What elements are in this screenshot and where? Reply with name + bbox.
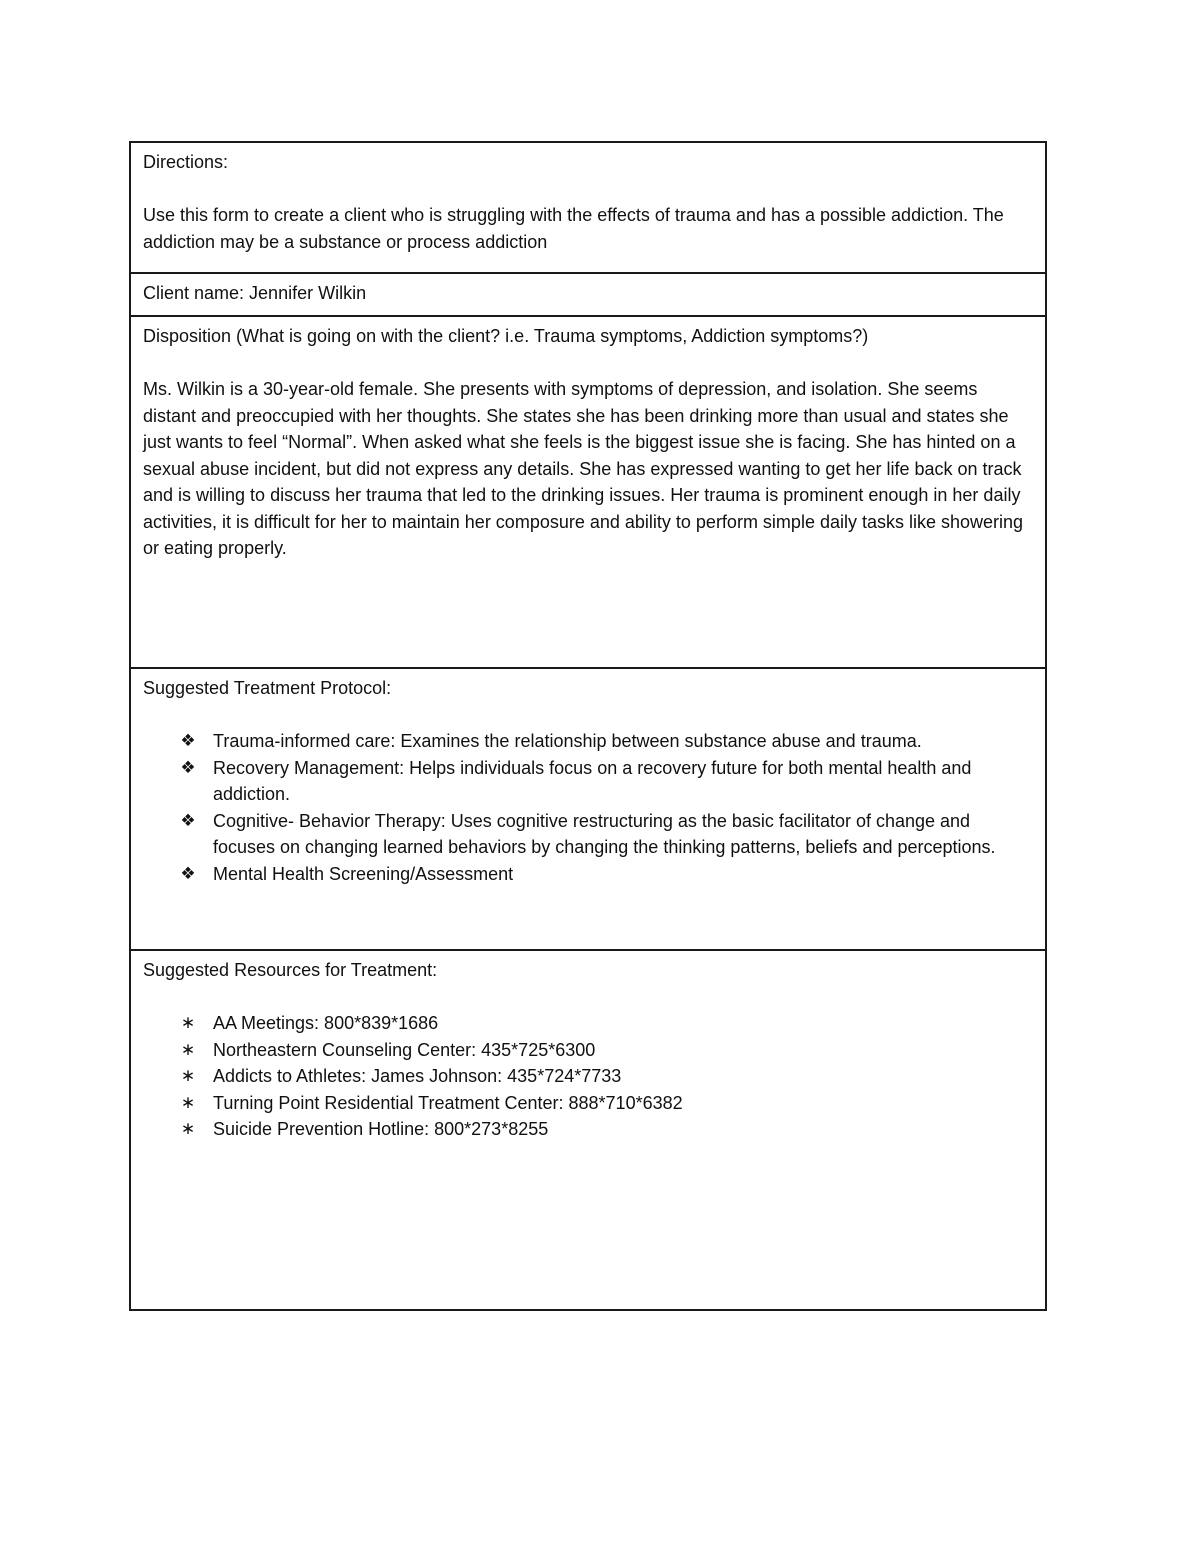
protocol-item-text: Recovery Management: Helps individuals focus on a recovery future for both mental health and addiction. — [213, 757, 972, 804]
protocol-heading: Suggested Treatment Protocol: — [143, 678, 392, 698]
asterisk-bullet-icon: ∗ — [180, 1013, 196, 1033]
disposition-section — [131, 317, 1045, 669]
treatment-resources-section — [131, 951, 1045, 1309]
list-item — [176, 808, 1033, 861]
list-item — [176, 1037, 1033, 1064]
resources-list — [143, 1010, 1033, 1143]
disposition-text: Ms. Wilkin is a 30-year-old female. She presents with symptoms of depression, and isolation. She seems distant and preoccupied with her thoughts. She states she has been drinking more than usual and states she just wants to feel “Normal”. When asked what she feels is the biggest issue she is facing. She has hinted on a sexual abuse incident, but did not express any details. She has expressed wanting to get her life back on track and is willing to discuss her trauma that led to the drinking issues. Her trauma is prominent enough in her daily activities, it is difficult for her to maintain her composure and ability to perform simple daily tasks like showering or eating properly. — [143, 379, 1024, 558]
diamond-bullet-icon: ❖ — [180, 810, 196, 831]
directions-section — [131, 143, 1045, 274]
asterisk-bullet-icon: ∗ — [180, 1039, 196, 1060]
diamond-bullet-icon: ❖ — [180, 863, 196, 884]
list-item — [176, 1116, 1033, 1143]
client-name: Client name: Jennifer Wilkin — [143, 283, 367, 303]
diamond-bullet-icon: ❖ — [180, 731, 196, 751]
list-item — [176, 728, 1033, 755]
list-item — [176, 861, 1033, 888]
protocol-item-text: Trauma-informed care: Examines the relationship between substance abuse and trauma. — [213, 731, 922, 751]
list-item — [176, 1010, 1033, 1037]
resource-item-text: AA Meetings: 800*839*1686 — [213, 1013, 439, 1033]
resources-heading: Suggested Resources for Treatment: — [143, 960, 438, 980]
disposition-heading: Disposition (What is going on with the client? i.e. Trauma symptoms, Addiction symptoms?) — [143, 326, 869, 346]
client-name-section — [131, 274, 1045, 317]
directions-text: Use this form to create a client who is struggling with the effects of trauma and has a possible addiction. The addiction may be a substance or process addiction — [143, 205, 1004, 252]
list-item — [176, 755, 1033, 808]
asterisk-bullet-icon: ∗ — [180, 1119, 196, 1139]
treatment-protocol-section — [131, 669, 1045, 951]
directions-heading: Directions: — [143, 152, 229, 172]
asterisk-bullet-icon: ∗ — [180, 1066, 196, 1086]
resource-item-text: Turning Point Residential Treatment Center: 888*710*6382 — [213, 1092, 683, 1113]
protocol-item-text: Cognitive- Behavior Therapy: Uses cognitive restructuring as the basic facilitator of change and focuses on changing learned behaviors by changing the thinking patterns, beliefs and perceptions. — [213, 810, 996, 857]
client-form-table — [129, 141, 1047, 1311]
resource-item-text: Suicide Prevention Hotline: 800*273*8255 — [213, 1119, 549, 1139]
protocol-list — [143, 728, 1033, 887]
resource-item-text: Addicts to Athletes: James Johnson: 435*724*7733 — [213, 1066, 622, 1086]
protocol-item-text: Mental Health Screening/Assessment — [213, 863, 514, 884]
resource-item-text: Northeastern Counseling Center: 435*725*6300 — [213, 1039, 596, 1060]
list-item — [176, 1090, 1033, 1117]
asterisk-bullet-icon: ∗ — [180, 1092, 196, 1113]
list-item — [176, 1063, 1033, 1090]
diamond-bullet-icon: ❖ — [180, 757, 196, 778]
